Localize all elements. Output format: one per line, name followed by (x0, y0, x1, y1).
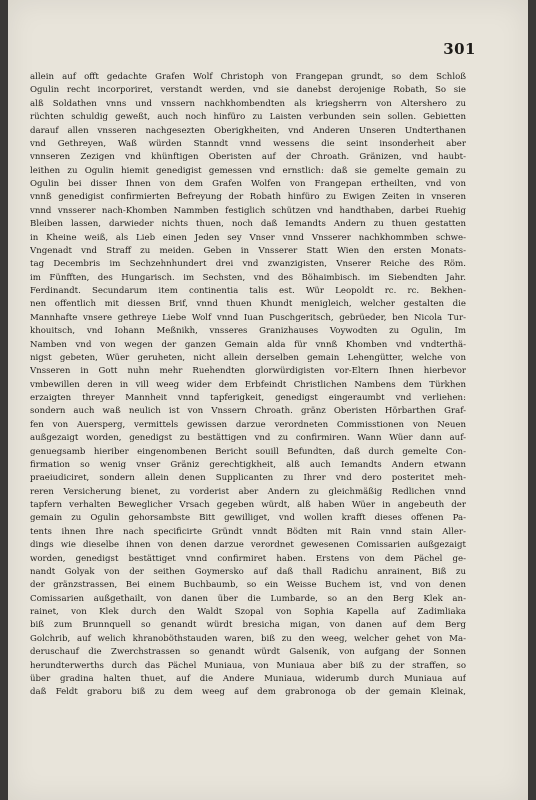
text-line: praeiudiciret, sondern allein denen Supplicanten zu Ihrer vnd dero posteritet meh- (30, 473, 466, 484)
text-line: vnnseren Zezigen vnd khünftigen Oberisten auf der Chroath. Gränizen, vnd haubt- (30, 152, 466, 163)
text-line: Vnsseren in Gott nuhn mehr Ruehendten glorwürdigisten vor-Eltern Ihnen hierbevor (30, 366, 466, 377)
text-line: tapfern verhalten Beweglicher Vrsach gegeben würdt, alß haben Wüer in angebeuth der (30, 500, 466, 510)
text-line: außgezaigt worden, genedigst zu bestättigen vnd zu confirmiren. Wann Wüer dann auf- (30, 433, 466, 444)
text-line: nigst gebeten, Wüer geruheten, nicht allein derselben gemain Lehengütter, welche von (30, 352, 466, 363)
text-line: Vngenadt vnd Straff zu meiden. Geben in Vnsserer Statt Wien den ersten Monats- (30, 245, 466, 256)
text-line: Ogulin recht incorporiret, verstandt werden, vnd sie danebst derojenige Robath, So sie (30, 85, 466, 96)
text-line: Mannhafte vnsere gethreye Liebe Wolf vnnd Iuan Puschgeritsch, gebrüeder, ben Nicola Tur- (30, 312, 466, 323)
page-number: 301 (443, 40, 476, 58)
text-line: tag Decembris im Sechzehnhundert drei vnd zwanzigisten, Vnserer Reiche des Röm. (30, 259, 466, 270)
text-line: vmbewillen deren in vill weeg wider dem Erbfeindt Christlichen Nambens dem Türkhen (30, 379, 466, 390)
text-line: Ogulin bei disser Ihnen von dem Grafen Wolfen von Frangepan ertheilten, vnd von (30, 179, 466, 189)
text-line: sondern auch waß neulich ist von Vnssern Chroath. gränz Oberisten Hörbarthen Graf- (30, 406, 466, 417)
text-line: firmation so wenig vnser Gräniz gerechtigkheit, alß auch Iemandts Andern etwann (30, 459, 466, 470)
text-line: biß zum Brunnquell so genandt würdt bresicha migan, von danen auf dem Berg (30, 620, 466, 631)
text-line: deruschauf die Zwerchstrassen so genandt würdt Galsenik, von aufgang der Sonnen (30, 647, 466, 658)
text-line: daß Feldt graboru biß zu dem weeg auf dem grabronoga ob der gemain Kleinak, (30, 687, 466, 698)
text-line: über gradina halten thuet, auf die Andere Muniaua, widerumb durch Muniaua auf (30, 673, 466, 684)
book-page (8, 0, 528, 800)
text-line: vnnß genedigist confirmierten Befreyung der Robath hinfüro zu Ewigen Zeiten in vnseren (30, 192, 466, 203)
text-line: reren Versicherung bienet, zu vorderist aber Andern zu gleichmäßig Redlichen vnnd (30, 486, 466, 497)
text-line: gemain zu Ogulin gehorsambste Bitt gewilliget, vnd wollen krafft dieses offenen Pa- (30, 513, 466, 524)
text-line: vnd Gethreyen, Waß würden Stanndt vnnd wessens die seint insonderheit aber (30, 138, 466, 149)
body-text (30, 71, 466, 700)
text-line: erzaigten threyer Mannheit vnnd tapferigkeit, genedigst eingeraumbt vnd verliehen: (30, 393, 466, 403)
text-line: vnnd vnsserer nach-Khomben Nammben festiglich schützen vnd handthaben, darbei Ruehig (30, 205, 466, 216)
text-line: tents ihnen Ihre nach specificirte Gründt vnndt Bödten mit Rain vnnd stain Aller- (30, 526, 466, 537)
text-line: rüchten schuldig geweßt, auch noch hinfüro zu Laisten verbunden sein sollen. Gebietten (30, 112, 466, 123)
text-line: Namben vnd von wegen der ganzen Gemain alda für vnnß Khomben vnd vndterthä- (30, 339, 466, 350)
text-line: genuegsamb hieriber eingenombenen Bericht souill Befundten, daß durch gemelte Con- (30, 446, 466, 457)
text-line: nandt Golyak von der seithen Goymersko auf daß thall Radichu anrainent, Biß zu (30, 566, 466, 577)
text-line: Comissarien außgethailt, von danen über die Lumbarde, so an den Berg Klek an- (30, 593, 466, 604)
text-line: fen von Auersperg, vermittels gewissen darzue verordneten Commisstionen von Neuen (30, 419, 466, 430)
text-line: khouitsch, vnd Iohann Meßnikh, vnsseres Granizhauses Voywodten zu Ogulin, Im (30, 326, 466, 337)
text-line: dings wie dieselbe ihnen von denen darzue verordnet gewesenen Comissarien außgezaigt (30, 540, 466, 551)
text-line: Ferdinandt. Secundarum item continentia talis est. Wür Leopoldt rc. rc. Bekhen- (30, 286, 466, 296)
text-line: darauf allen vnsseren nachgesezten Oberigkheiten, vnd Anderen Unseren Undterthanen (30, 125, 466, 136)
text-line: in Kheine weiß, als Lieb einen Jeden sey Vnser vnnd Vnsserer nachkhommben schwe- (30, 232, 466, 243)
text-line: allein auf offt gedachte Grafen Wolf Christoph von Frangepan grundt, so dem Schloß (30, 72, 466, 82)
text-line: Golchrib, auf welich khranoböthstauden waren, biß zu den weeg, welcher gehet von Ma- (30, 633, 466, 644)
text-line: herundterwerths durch das Pächel Muniaua, von Muniaua aber biß zu der straffen, so (30, 660, 466, 671)
text-line: nen offentlich mit diessen Brif, vnnd thuen Khundt menigleich, welcher gestalten die (30, 299, 466, 310)
text-line: der gränzstrassen, Bei einem Buchbaumb, so ein Weisse Buchem ist, vnd von denen (30, 580, 466, 591)
text-line: im Fünfften, des Hungarisch. im Sechsten, vnd des Böhaimbisch. im Siebendten Jahr. (30, 272, 466, 283)
text-line: rainet, von Klek durch den Waldt Szopal von Sophia Kapella auf Zadimliaka (30, 607, 466, 617)
text-line: leithen zu Ogulin hiemit genedigist gemessen vnd ernstlich: daß sie gemelte gemain zu (30, 165, 466, 176)
text-line: worden, genedigst bestättiget vnnd confirmiret haben. Erstens von dem Pächel ge- (30, 553, 466, 564)
text-line: Bleiben lassen, darwieder nichts thuen, noch daß Iemandts Andern zu thuen gestatten (30, 219, 466, 230)
text-line: alß Soldathen vnns und vnssern nachkhombendten als kriegsherrn von Altershero zu (30, 98, 466, 109)
